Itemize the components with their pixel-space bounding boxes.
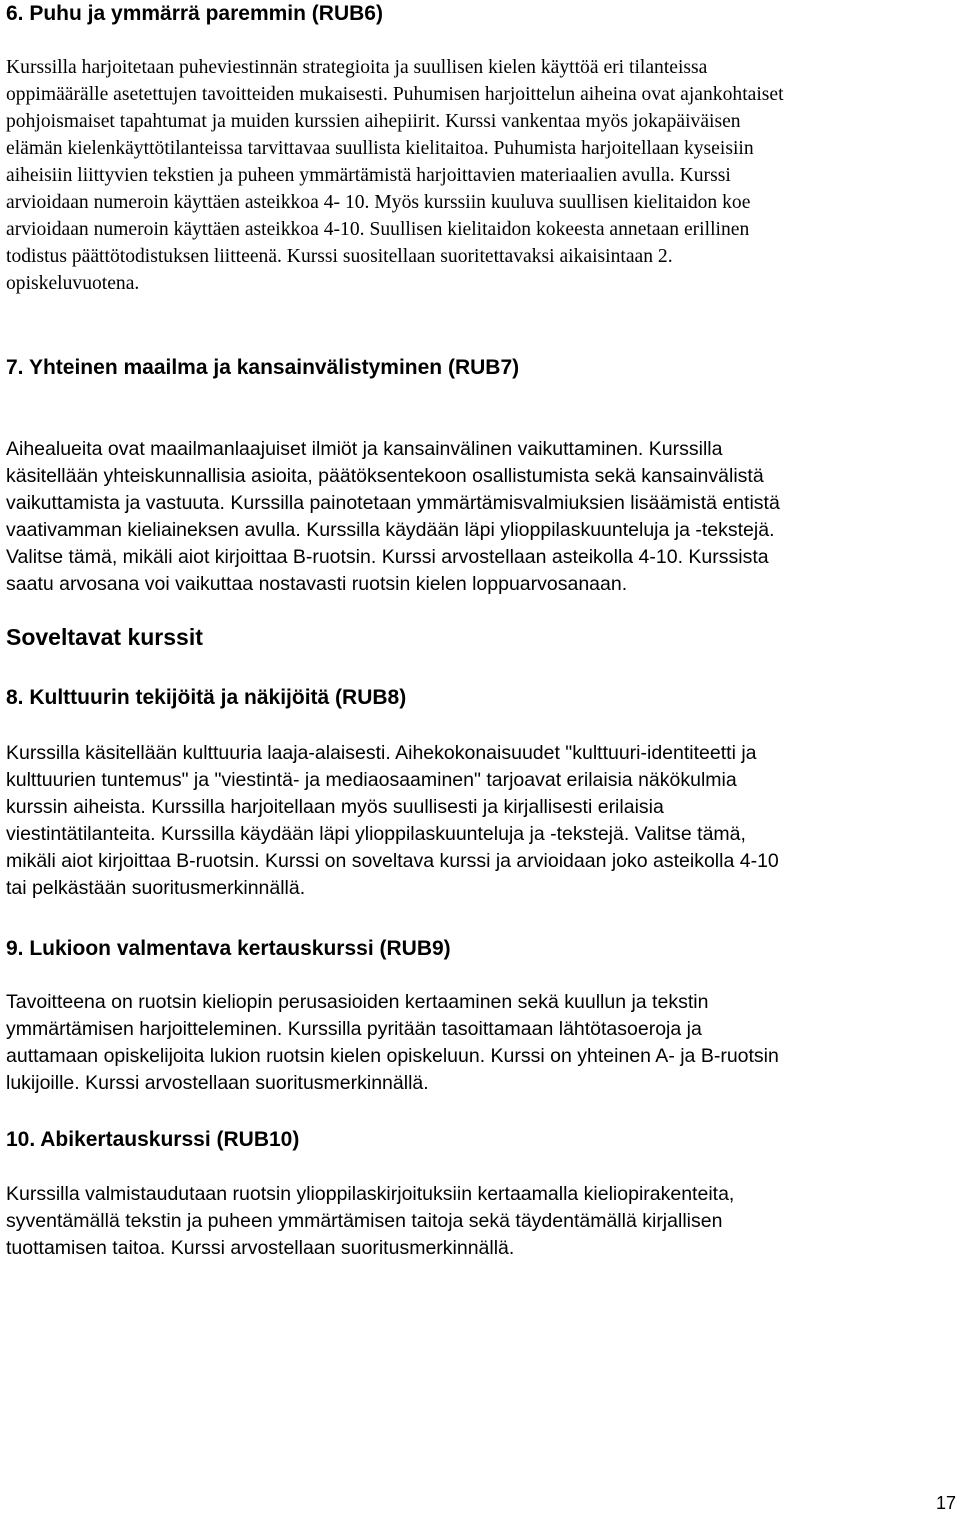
text-line: opiskeluvuotena. [6,273,140,294]
text-line: elämän kielenkäyttötilanteissa tarvittavaa suullista kielitaitoa. Puhumista harjoitellaan kyseisiin [6,138,754,159]
paragraph-rub9 [6,989,956,1097]
text-line: Kurssilla valmistaudutaan ruotsin ylioppilaskirjoituksiin kertaamalla kieliopirakenteita, [6,1183,735,1205]
paragraph-rub8 [6,740,956,902]
text-line: vaikuttamista ja vastuuta. Kurssilla painotetaan ymmärtämisvalmiuksien lisäämistä entistä [6,492,780,514]
section-title-rub10: 10. Abikertauskurssi (RUB10) [6,1128,300,1151]
text-line: Aihealueita ovat maailmanlaajuiset ilmiöt ja kansainvälinen vaikuttaminen. Kurssilla [6,438,723,460]
text-line: aiheisiin liittyvien tekstien ja puheen ymmärtämistä harjoittavien materiaalien avulla. Kurssi [6,165,731,186]
text-line: syventämällä tekstin ja puheen ymmärtämisen taitoja sekä täydentämällä kirjallisen [6,1210,723,1232]
section-title-rub6: 6. Puhu ja ymmärrä paremmin (RUB6) [6,2,383,25]
text-line: kulttuurien tuntemus" ja "viestintä- ja mediaosaaminen" tarjoavat erilaisia näkökulmia [6,769,737,791]
text-line: mikäli aiot kirjoittaa B-ruotsin. Kurssi on soveltava kurssi ja arvioidaan joko asteikolla 4-10 [6,850,779,872]
text-line: todistus päättötodistuksen liitteenä. Kurssi suositellaan suoritettavaksi aikaisintaan 2. [6,246,673,267]
applied-courses-heading: Soveltavat kurssit [6,624,203,650]
text-line: arvioidaan numeroin käyttäen asteikkoa 4-10. Suullisen kielitaidon kokeesta annetaan erillinen [6,219,750,240]
text-line: tai pelkästään suoritusmerkinnällä. [6,877,306,899]
text-line: tuottamisen taitoa. Kurssi arvostellaan suoritusmerkinnällä. [6,1237,515,1259]
text-line: arvioidaan numeroin käyttäen asteikkoa 4- 10. Myös kurssiin kuuluva suullisen kielitaidon koe [6,192,751,213]
section-title-rub8: 8. Kulttuurin tekijöitä ja näkijöitä (RUB8) [6,686,407,709]
paragraph-rub7 [6,436,956,598]
text-line: ymmärtämisen harjoitteleminen. Kurssilla pyritään tasoittamaan lähtötasoeroja ja [6,1018,702,1040]
paragraph-rub6 [6,54,956,297]
section-title-rub9: 9. Lukioon valmentava kertauskurssi (RUB9) [6,937,451,960]
text-line: Kurssilla harjoitetaan puheviestinnän strategioita ja suullisen kielen käyttöä eri tilanteissa [6,57,708,78]
text-line: Valitse tämä, mikäli aiot kirjoittaa B-ruotsin. Kurssi arvostellaan asteikolla 4-10. Kurssista [6,546,769,568]
text-line: oppimäärälle asetettujen tavoitteiden mukaisesti. Puhumisen harjoittelun aiheina ovat ajankohtaiset [6,84,784,105]
text-line: saatu arvosana voi vaikuttaa nostavasti ruotsin kielen loppuarvosanaan. [6,573,628,595]
text-line: viestintätilanteita. Kurssilla käydään läpi ylioppilaskuunteluja ja -tekstejä. Valitse tämä, [6,823,746,845]
section-title-rub7: 7. Yhteinen maailma ja kansainvälistyminen (RUB7) [6,356,520,379]
text-line: pohjoismaiset tapahtumat ja muiden kurssien aihepiirit. Kurssi vankentaa myös jokapäiväisen [6,111,741,132]
text-line: Kurssilla käsitellään kulttuuria laaja-alaisesti. Aihekokonaisuudet "kulttuuri-identiteetti ja [6,742,757,764]
text-line: lukijoille. Kurssi arvostellaan suoritusmerkinnällä. [6,1072,429,1094]
text-line: auttamaan opiskelijoita lukion ruotsin kielen opiskeluun. Kurssi on yhteinen A- ja B-ruotsin [6,1045,779,1067]
page-number: 17 [935,1493,956,1513]
text-line: käsitellään yhteiskunnallisia asioita, päätöksentekoon osallistumista sekä kansainvälistä [6,465,764,487]
text-line: kurssin aiheista. Kurssilla harjoitellaan myös suullisesti ja kirjallisesti erilaisia [6,796,664,818]
text-line: vaativamman kieliaineksen avulla. Kurssilla käydään läpi ylioppilaskuunteluja ja -tekstejä. [6,519,775,541]
text-line: Tavoitteena on ruotsin kieliopin perusasioiden kertaaminen sekä kuullun ja tekstin [6,991,709,1013]
paragraph-rub10 [6,1181,956,1262]
